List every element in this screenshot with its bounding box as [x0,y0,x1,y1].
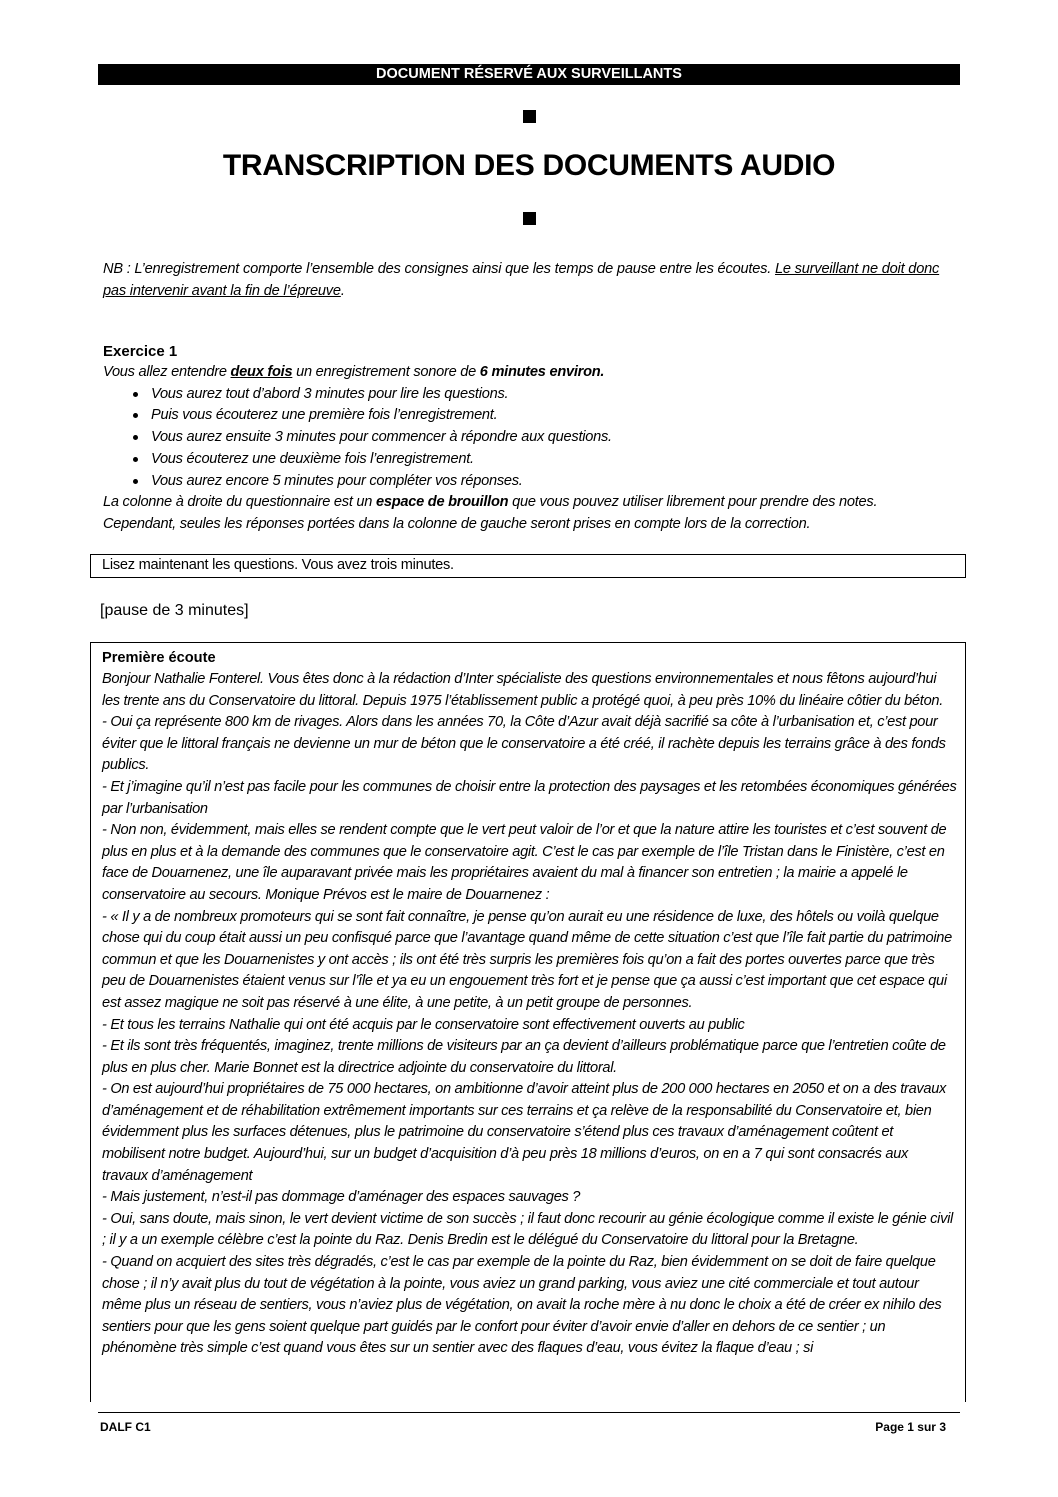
transcript-paragraph: - Oui, sans doute, mais sinon, le vert devient victime de son succès ; il faut donc recourir au génie écologique comme il existe le génie civil ; il y a un exemple célèbre c’est la pointe du Raz. Denis Bredin est le délégué du Conservatoire du littoral pour la Bretagne. [102,1210,954,1249]
pause-label: [pause de 3 minutes] [100,602,249,619]
transcript-heading: Première écoute [102,650,216,666]
transcript-paragraph: - Et ils sont très fréquentés, imaginez, trente millions de visiteurs par an ça devient d’ailleurs problématique parce que l’entretien coûte de plus en plus cher. Marie Bonnet est la directrice adjointe du conservatoire du littoral. [102,1038,946,1076]
transcript-paragraph: - Et tous les terrains Nathalie qui ont été acquis par le conservatoire sont effectivement ouverts au public [102,1016,745,1033]
list-item: Puis vous écouterez une première fois l’enregistrement. [151,405,953,427]
nb-text: NB : L’enregistrement comporte l’ensemble des consignes ainsi que les temps de pause entre les écoutes. [103,261,775,277]
exercise-outro [103,492,953,514]
intro-text: Vous allez entendre [103,364,231,380]
nb-underlined: Le surveillant ne doit donc pas intervenir avant la fin de l’épreuve [103,261,940,299]
transcript-paragraph: - On est aujourd’hui propriétaires de 75 000 hectares, on ambitionne d’avoir atteint plus de 200 000 hectares en 2050 et on a des travaux d’aménagement et de réhabilitation extrêmement importants sur ces terrains et ça relève de la responsabilité du Conservatoire et, bien évidemment plus les surfaces détenues, plus le patrimoine du conservatoire s’étend plus ces travaux d’aménagement coûtent et mobilisent notre budget. Aujourd’hui, sur un budget d’acquisition d’à peu près 18 millions d’euros, on en a 7 qui sont consacrés aux travaux d’aménagement [102,1081,947,1184]
transcript-box [90,642,966,1402]
list-item: Vous aurez tout d’abord 3 minutes pour lire les questions. [151,384,953,406]
list-item: Vous aurez encore 5 minutes pour compléter vos réponses. [151,471,953,493]
transcript-paragraph: - Quand on acquiert des sites très dégradés, c’est le cas par exemple de la pointe du Raz, bien évidemment on se doit de faire quelque chose ; il n’y avait plus du tout de végétation à la pointe, vous aviez un grand parking, vous aviez une cité commerciale et tout autour même plus un réseau de sentiers, vous n’aviez plus de végétation, on avait la roche mère à nu donc le choix a été de créer ex nihilo des sentiers pour que les gens soient quelque part guidés par le confort pour éviter d’avoir envie d’aller en dehors de ce sentier ; un phénomène très simple c’est quand vous êtes sur un sentier avec des flaques d’eau, vous évitez la flaque d’eau ; si [102,1254,942,1357]
intro-duration: 6 minutes environ. [479,364,605,380]
exercise-instructions [103,362,953,536]
transcript-paragraph: - Mais justement, n’est-il pas dommage d’aménager des espaces sauvages ? [102,1189,581,1206]
square-bullet-icon [523,212,536,225]
transcript-paragraph: Bonjour Nathalie Fonterel. Vous êtes donc à la rédaction d’Inter spécialiste des questions environnementales et nous fêtons aujourd’hui les trente ans du Conservatoire du littoral. Depuis 1975 l’établissement public a protégé quoi, à peu près 10% du linéaire côtier du béton. [102,671,943,709]
list-item: Vous aurez ensuite 3 minutes pour commencer à répondre aux questions. [151,427,953,449]
transcript-paragraph: - Non non, évidemment, mais elles se rendent compte que le vert peut valoir de l’or et que la nature attire les touristes et c’est souvent de plus en plus et à la demande des communes que le conservatoire agit. C’est le cas par exemple de l’île Tristan dans le Finistère, c’est en face de Douarnenez, une île auparavant privée mais les propriétaires avaient du mal à financer son entretien ; la mairie a appelé le conservatoire au secours. Monique Prévos est le maire de Douarnenez : [102,822,947,903]
transcript-paragraph: - Et j’imagine qu’il n’est pas facile pour les communes de choisir entre la protection des paysages et les retombées économiques générées par l’urbanisation [102,778,957,817]
outro-text: que vous pouvez utiliser librement pour prendre des notes. [508,494,878,511]
instruction-list [103,384,953,493]
reserved-banner: DOCUMENT RÉSERVÉ AUX SURVEILLANTS [98,64,960,85]
outro-text: La colonne à droite du questionnaire est un [103,494,376,511]
outro-emphasis: espace de brouillon [375,494,509,511]
page-title: TRANSCRIPTION DES DOCUMENTS AUDIO [222,149,836,182]
exercise-outro-2: Cependant, seules les réponses portées dans la colonne de gauche seront prises en compte lors de la correction. [103,515,811,532]
nb-note [103,258,943,302]
transcript-paragraph: - Oui ça représente 800 km de rivages. Alors dans les années 70, la Côte d’Azur avait déjà sacrifié sa côte à l’urbanisation et, c’est pour éviter que le littoral français ne devienne un mur de béton que le conservatoire a été créé, il rachète depuis les terrains grâce à des fonds publics. [102,714,946,774]
transcript-paragraph: - « Il y a de nombreux promoteurs qui se sont fait connaître, je pense qu’on aurait eu une résidence de luxe, des hôtels ou voilà quelque chose qui du coup était aussi un peu confisqué parce que l’avantage quand même de cette situation c’est que l’île fait partie du patrimoine commun et que les Douarnenistes y ont accès ; ils ont été très surpris les premières fois qu’on a fait des portes ouvertes parce que très peu de Douarnenistes étaient venus sur l’île et ya eu un engouement très fort et je pense que ça aussi c’est important que cet espace qui est assez magique ne soit pas réservé à une élite, à une petite, à un petit groupe de personnes. [102,908,952,1011]
instruction-box: Lisez maintenant les questions. Vous avez trois minutes. [90,554,966,578]
intro-text: un enregistrement sonore de [292,364,480,380]
footer-exam-label: DALF C1 [100,1420,151,1434]
list-item: Vous écouterez une deuxième fois l’enregistrement. [151,449,953,471]
exercise-title: Exercice 1 [103,343,178,360]
footer-page-number: Page 1 sur 3 [875,1420,946,1434]
intro-emphasis: deux fois [230,364,293,380]
nb-end: . [340,283,345,299]
square-bullet-icon [523,110,536,123]
exercise-intro [103,362,953,384]
footer-divider [98,1412,960,1413]
